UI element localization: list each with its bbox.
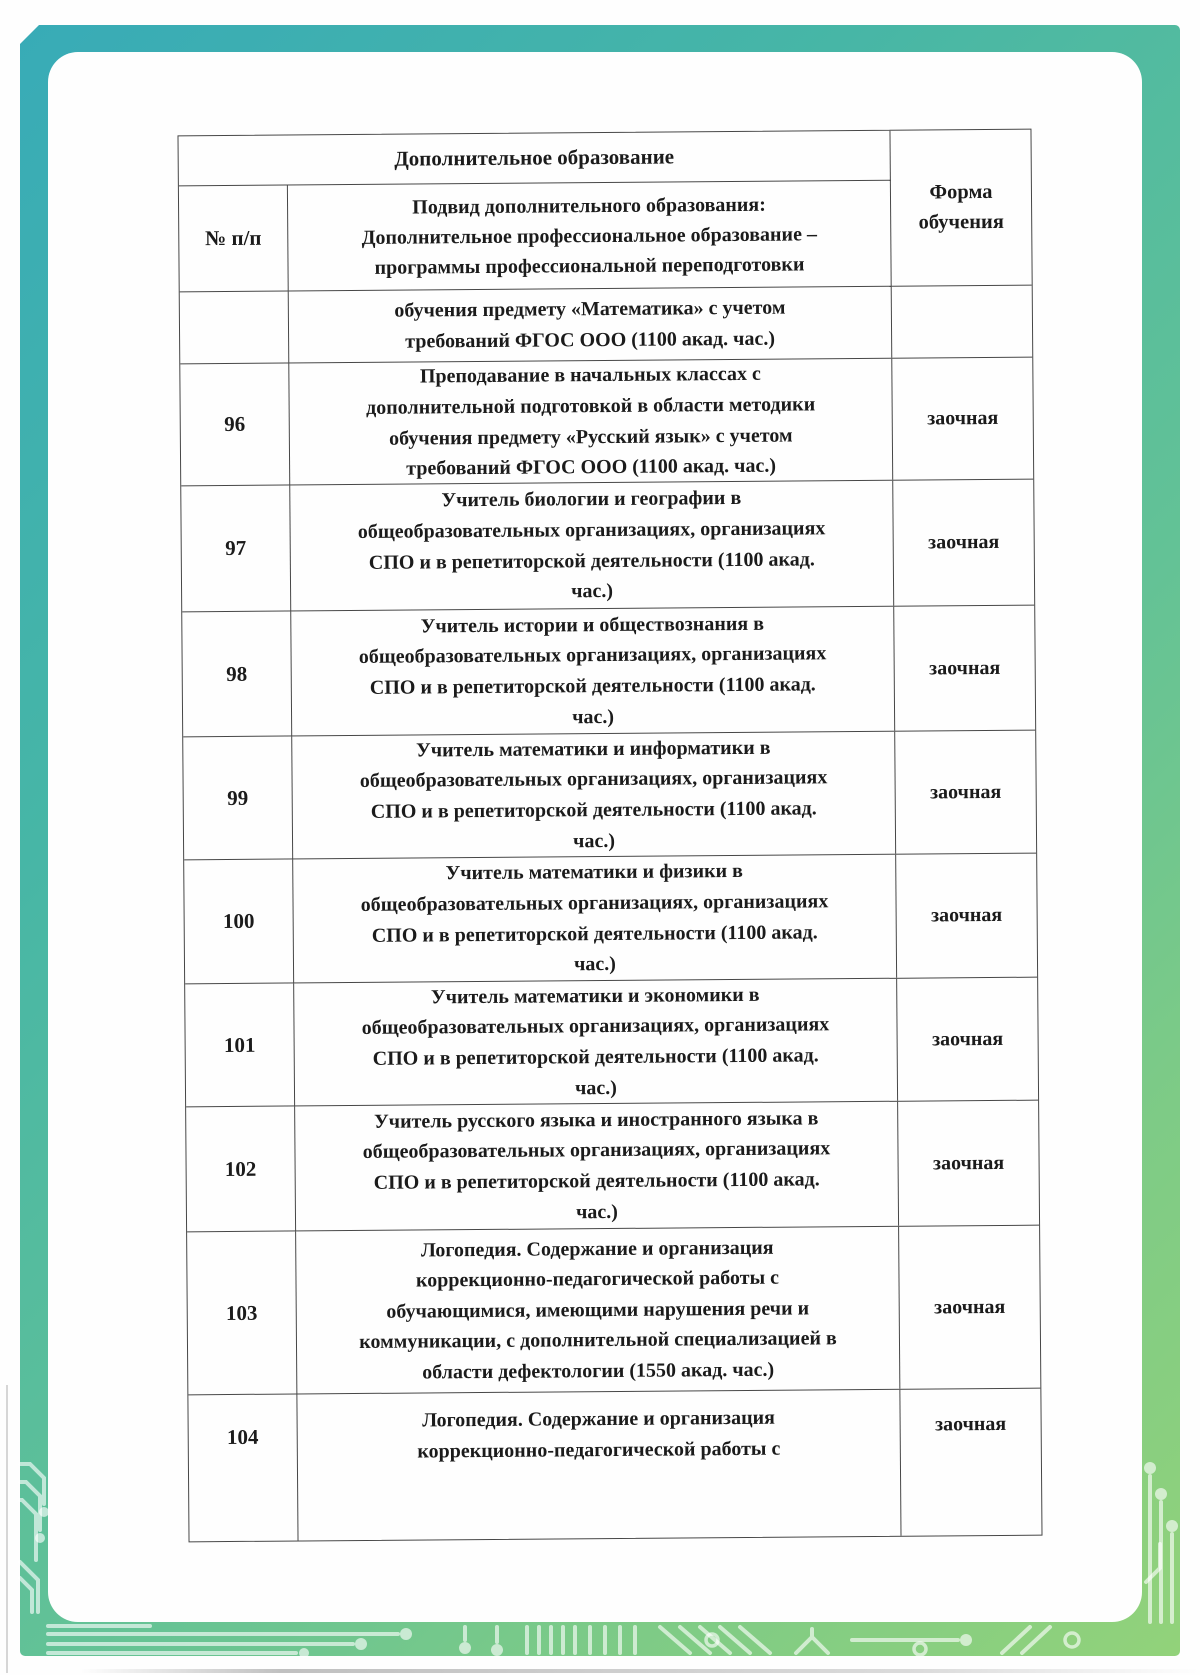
table-row — [180, 286, 1033, 365]
document-table — [177, 129, 1042, 1543]
program-cell: Учитель истории и обществознания в общеобразовательных организациях, организациях СПО и в репетиторской деятельности (1100 акад. час.) — [291, 607, 895, 736]
form-cell: заочная — [930, 780, 1002, 803]
col-header-form: Форма обучения — [890, 130, 1031, 287]
form-cell: заочная — [932, 1151, 1005, 1174]
table-row — [185, 978, 1038, 1108]
scan-artifact-bottom-edge — [80, 1669, 1200, 1673]
program-cell: Учитель биологии и географии в общеобразовательных организациях, организациях СПО и в репетиторской деятельности (1100 акад. час.) — [290, 481, 894, 611]
table-row — [183, 731, 1036, 861]
form-cell: заочная — [931, 1027, 1004, 1050]
row-number-cell: 98 — [182, 611, 292, 736]
scan-corner-cut — [20, 25, 39, 44]
table-row — [186, 1101, 1039, 1233]
table-row — [187, 1226, 1040, 1396]
form-cell: заочная — [927, 406, 999, 430]
scan-artifact-left-edge — [6, 1385, 8, 1673]
table-row — [184, 854, 1037, 985]
form-cell — [892, 286, 1033, 358]
row-number-cell: 102 — [186, 1106, 296, 1231]
form-cell: заочная — [929, 656, 1001, 679]
table-row — [182, 606, 1035, 738]
program-cell: Учитель математики и физики в общеобразовательных организациях, организациях СПО и в репетиторской деятельности (1100 акад. час.) — [293, 855, 897, 983]
table-header — [178, 130, 1031, 293]
row-number-cell: 97 — [181, 486, 291, 612]
row-number-cell: 101 — [185, 983, 295, 1106]
program-cell: Логопедия. Содержание и организация коррекционно-педагогической работы с — [297, 1390, 901, 1541]
col-header-num: № п/п — [179, 186, 289, 293]
table-group-header: Дополнительное образование — [178, 131, 890, 187]
form-cell: заочная — [928, 530, 1000, 554]
table-row — [180, 358, 1033, 487]
table-row — [181, 480, 1034, 613]
row-number-cell: 103 — [187, 1231, 297, 1394]
program-cell: Учитель русского языка и иностранного языка в общеобразовательных организациях, организациях СПО и в репетиторской деятельности (1100 акад. час.) — [295, 1102, 899, 1231]
col-header-program: Подвид дополнительного образования: Дополнительное профессиональное образование – программы профессиональной переподготовки — [288, 181, 892, 292]
row-number-cell: 99 — [183, 736, 293, 859]
table-row — [188, 1389, 1041, 1542]
program-cell: Логопедия. Содержание и организация коррекционно-педагогической работы с обучающимися, имеющими нарушения речи и коммуникации, с дополнительной специализацией в области дефектологии (1550 акад. час.) — [296, 1227, 900, 1394]
row-number-cell: 104 — [188, 1394, 298, 1541]
program-cell: обучения предмету «Математика» с учетом требований ФГОС ООО (1100 акад. час.) — [289, 287, 893, 363]
form-cell: заочная — [934, 1295, 1006, 1318]
row-number-cell: 96 — [180, 364, 290, 486]
row-number-cell — [180, 292, 290, 364]
program-cell: Преподавание в начальных классах с дополнительной подготовкой в области методики обучения предмету «Русский язык» с учетом требований ФГОС ООО (1100 акад. час.) — [289, 359, 893, 485]
program-cell: Учитель математики и экономики в общеобразовательных организациях, организациях СПО и в репетиторской деятельности (1100 акад. час.) — [294, 979, 898, 1106]
program-cell: Учитель математики и информатики в общеобразовательных организациях, организациях СПО и в репетиторской деятельности (1100 акад. час.) — [292, 732, 896, 859]
form-cell: заочная — [934, 1412, 1007, 1436]
row-number-cell: 100 — [184, 859, 294, 983]
form-cell: заочная — [930, 903, 1003, 927]
